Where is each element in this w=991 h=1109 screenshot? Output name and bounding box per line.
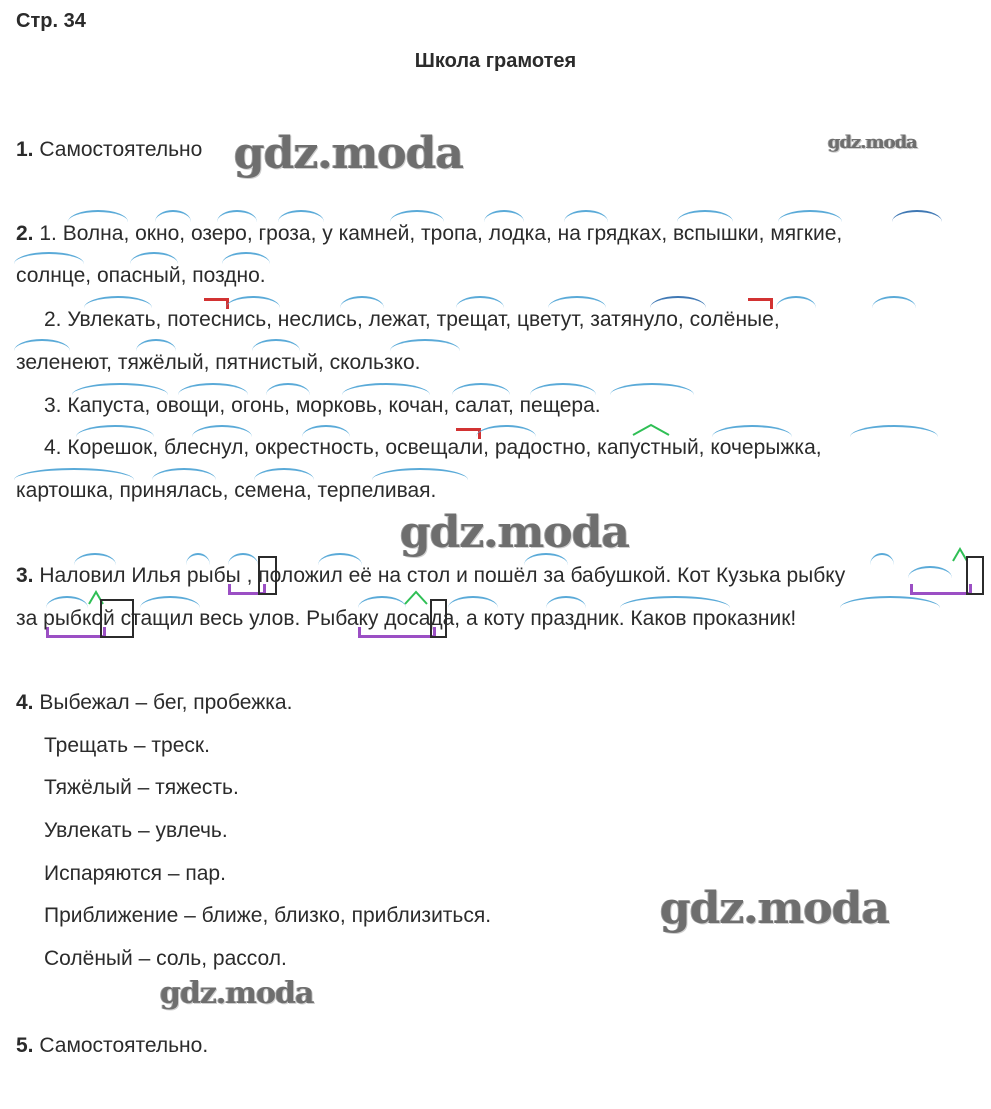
task-1 [16, 137, 202, 163]
root-arc [850, 425, 938, 437]
root-arc [872, 296, 916, 308]
watermark: gdz.moda [400, 507, 630, 558]
root-arc [776, 296, 816, 308]
watermark: gdz.moda [828, 132, 917, 153]
task-text: Выбежал – бег, пробежка. [39, 691, 293, 714]
task-4-item [16, 690, 292, 716]
word-base [910, 584, 972, 595]
task-2-line-5: 3. Капуста, овощи, огонь, морковь, кочан, салат, пещера. [44, 394, 601, 417]
task-2-line-7: картошка, принялась, семена, терпеливая. [16, 479, 437, 502]
watermark: gdz.moda [660, 883, 890, 934]
watermark: gdz.moda [234, 128, 464, 179]
root-arc [610, 383, 694, 395]
task-number: 3. [16, 564, 34, 587]
page-title: Школа грамотея [414, 50, 577, 72]
task-3-line-1 [16, 563, 845, 589]
task-2-line-1 [16, 221, 842, 247]
root-arc [870, 553, 894, 565]
task-number: 5. [16, 1034, 34, 1057]
task-text: Самостоятельно. [39, 1034, 209, 1057]
task-2-line-4: зеленеют, тяжёлый, пятнистый, скользко. [16, 351, 421, 374]
ending-box [966, 556, 984, 595]
task-2-line-6: 4. Корешок, блеснул, окрестность, освещали, радостно, капустный, кочерыжка, [44, 436, 822, 459]
task-4-item: Солёный – соль, рассол. [44, 947, 287, 970]
task-4-item: Увлекать – увлечь. [44, 819, 228, 842]
root-arc [908, 566, 952, 578]
page-number: Стр. 34 [16, 10, 86, 32]
task-2-line-2: солнце, опасный, поздно. [16, 264, 266, 287]
task-4-item: Испаряются – пар. [44, 862, 226, 885]
task-4-item: Приближение – ближе, близко, приблизиться. [44, 904, 492, 927]
task-text: 1. Волна, окно, озеро, гроза, у камней, тропа, лодка, на грядках, вспышки, мягкие, [39, 222, 843, 245]
task-number: 1. [16, 138, 34, 161]
root-arc [840, 596, 940, 608]
task-5 [16, 1033, 208, 1059]
watermark: gdz.moda [160, 976, 314, 1011]
task-2-line-3: 2. Увлекать, потеснись, неслись, лежат, трещат, цветут, затянуло, солёные, [44, 308, 780, 331]
task-text: Самостоятельно [39, 138, 203, 161]
task-4-item: Трещать – треск. [44, 734, 210, 757]
task-number: 2. [16, 222, 34, 245]
task-number: 4. [16, 691, 34, 714]
task-text: Наловил Илья рыбы , положил её на стол и пошёл за бабушкой. Кот Кузька рыбку [39, 564, 846, 587]
task-3-line-2: за рыбкой стащил весь улов. Рыбаку досада, а коту праздник. Каков проказник! [16, 607, 797, 630]
root-arc [892, 210, 942, 222]
task-4-item: Тяжёлый – тяжесть. [44, 776, 239, 799]
